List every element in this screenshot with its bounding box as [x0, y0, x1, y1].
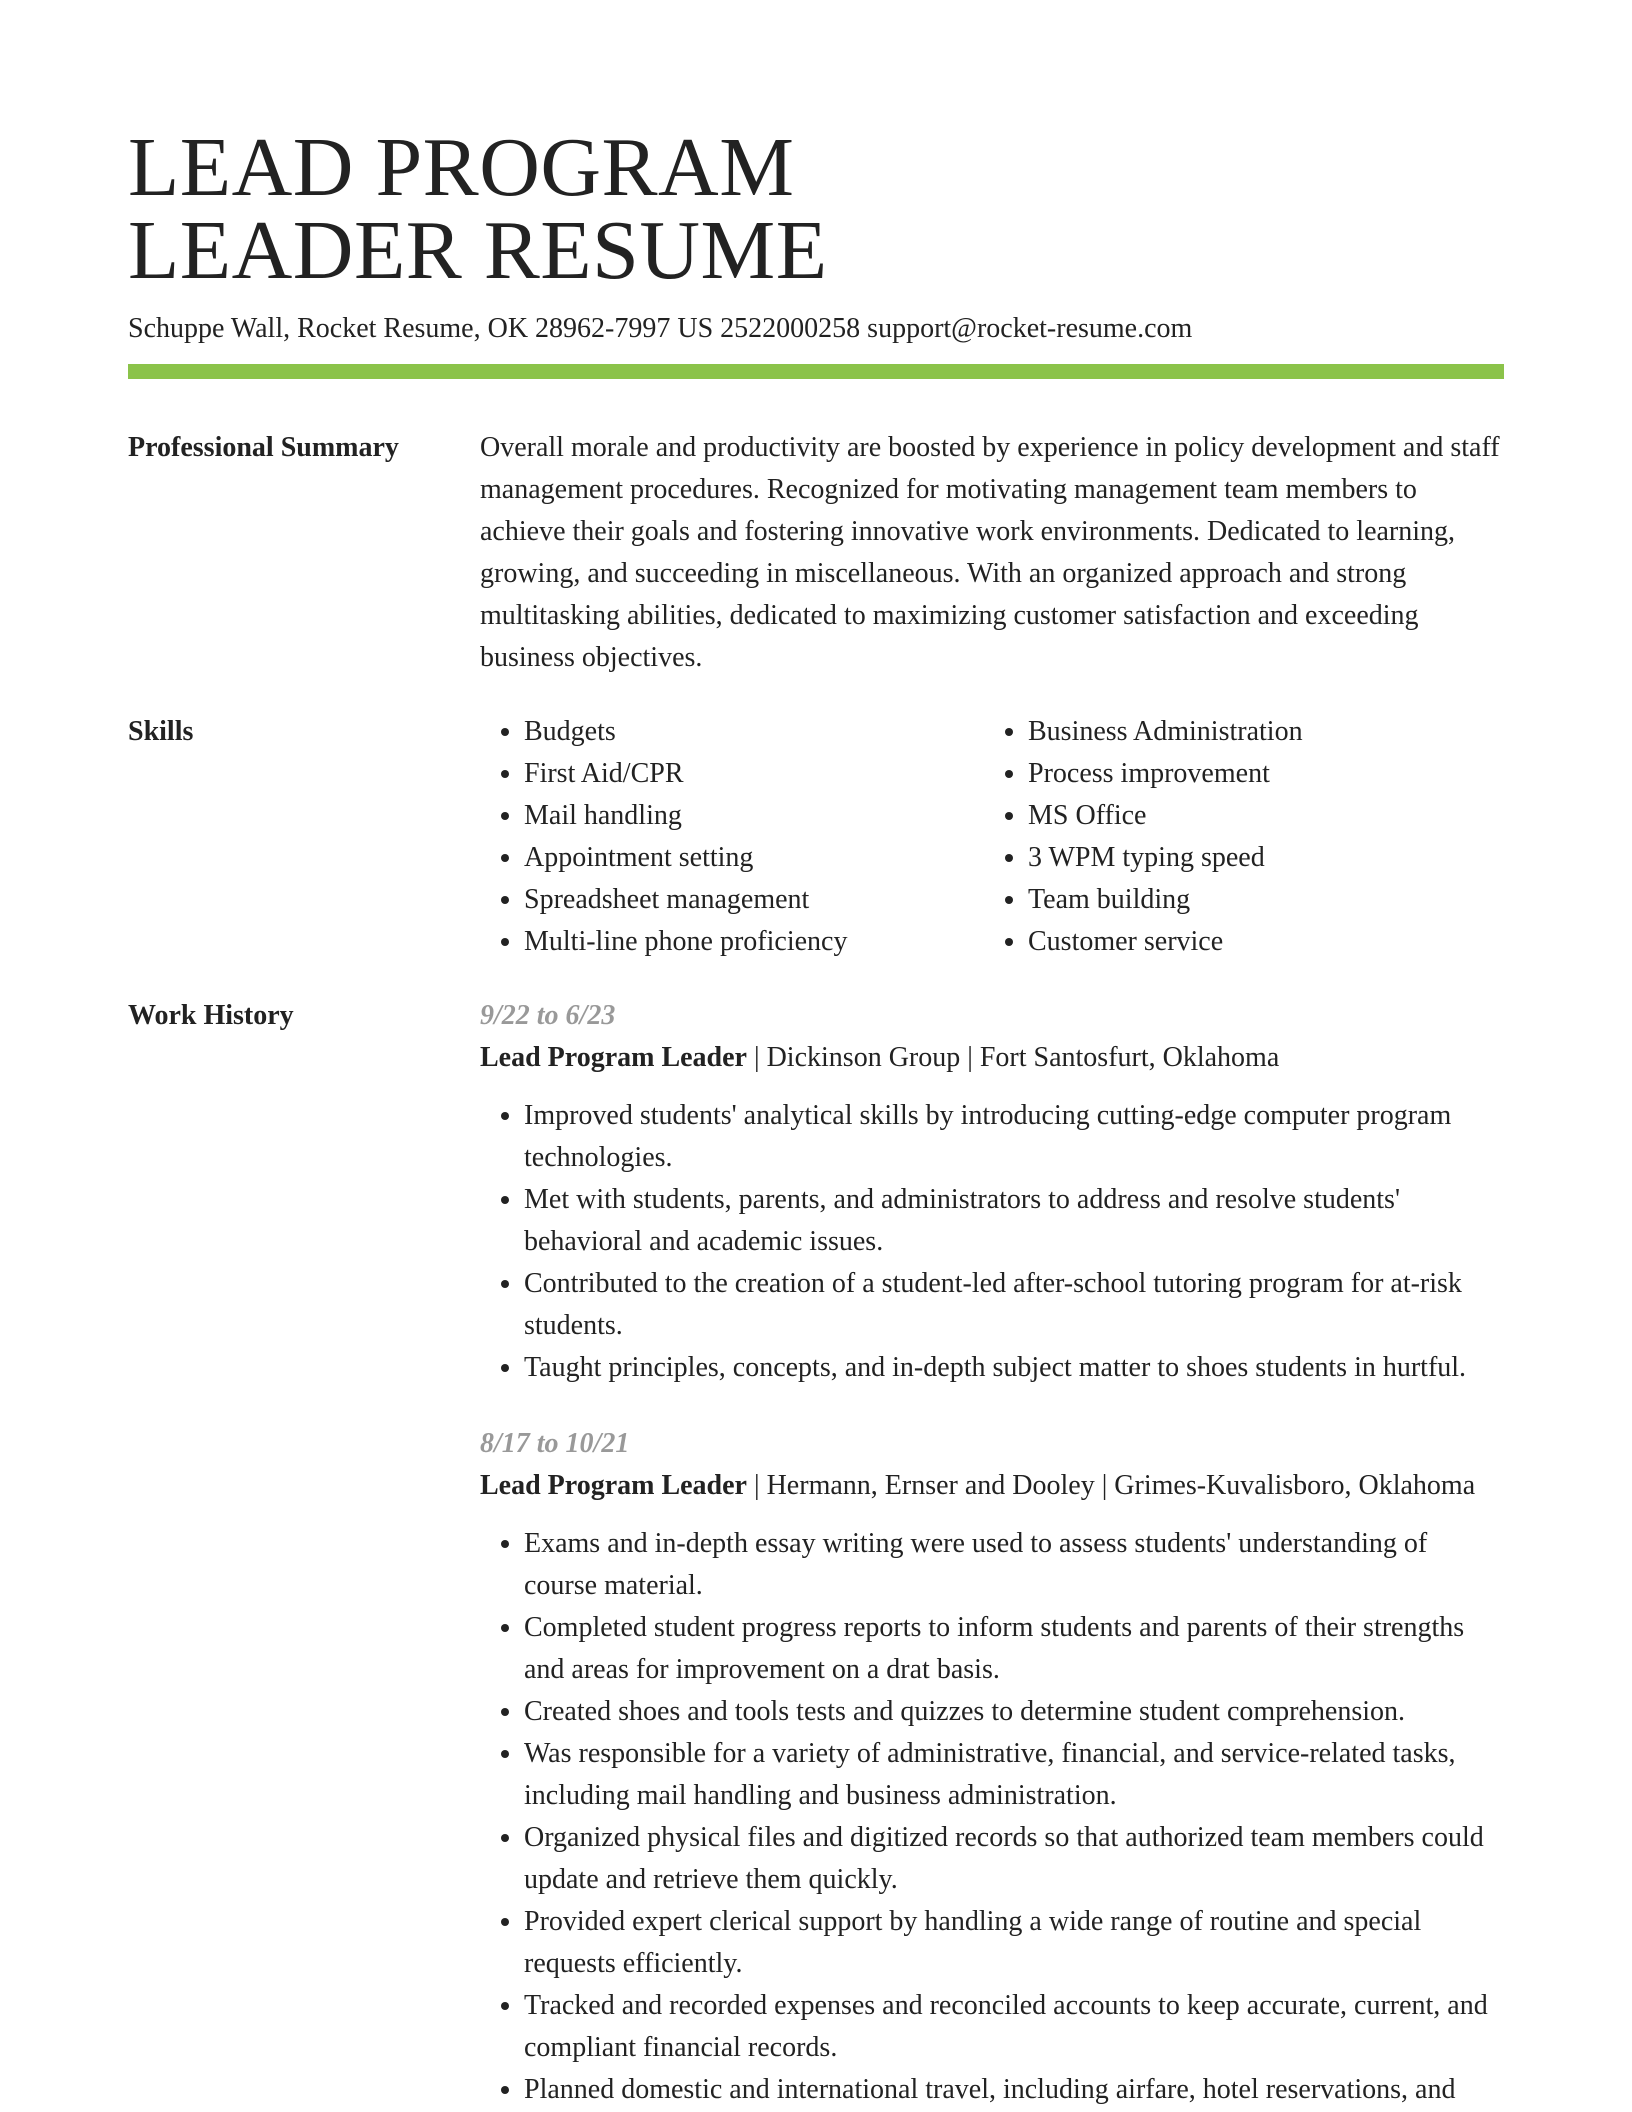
job-dates: 8/17 to 10/21	[480, 1428, 630, 1459]
summary-text: Overall morale and productivity are boosted by experience in policy development and staff management procedures. Recognized for motivating management team members to achieve their goals and fostering innovative work environments. Dedicated to learning, growing, and succeeding in miscellaneous. With an organized approach and strong multitasking abilities, dedicated to maximizing customer satisfaction and exceeding business objectives.	[480, 432, 1500, 673]
skills-list-right	[984, 711, 1488, 963]
summary-section	[128, 427, 1504, 679]
skills-list-left	[480, 711, 984, 963]
work-history-section	[128, 995, 1504, 2111]
skill-item: • Business Administration	[1028, 711, 1488, 753]
skill-item: • 3 WPM typing speed	[1028, 837, 1488, 879]
summary-body	[480, 427, 1504, 679]
resume-page	[128, 0, 1504, 2111]
job-title: Lead Program Leader	[480, 1042, 747, 1073]
skills-heading: Skills	[128, 716, 194, 747]
skill-item: • First Aid/CPR	[524, 753, 984, 795]
job-title: Lead Program Leader	[480, 1470, 747, 1501]
job-details: | Dickinson Group | Fort Santosfurt, Oklahoma	[746, 1042, 1280, 1073]
skill-item: • Customer service	[1028, 921, 1488, 963]
skills-section	[128, 711, 1504, 963]
job-bullet: • Completed student progress reports to inform students and parents of their strengths and areas for improvement on a drat basis.	[524, 1607, 1504, 1691]
job-bullet: • Taught principles, concepts, and in-depth subject matter to shoes students in hurtful.	[524, 1347, 1504, 1389]
job-bullet: • Contributed to the creation of a student-led after-school tutoring program for at-risk students.	[524, 1263, 1504, 1347]
job-entry	[480, 1423, 1504, 2111]
job-bullet: • Planned domestic and international travel, including airfare, hotel reservations, and	[524, 2069, 1504, 2111]
skill-item: • Appointment setting	[524, 837, 984, 879]
job-heading	[480, 1465, 1504, 1507]
skill-item: • MS Office	[1028, 795, 1488, 837]
skill-item: • Budgets	[524, 711, 984, 753]
resume-title-line-2: LEADER RESUME	[128, 204, 828, 297]
job-bullet: • Created shoes and tools tests and quizzes to determine student comprehension.	[524, 1691, 1504, 1733]
job-entry	[480, 995, 1504, 1389]
skill-item: • Spreadsheet management	[524, 879, 984, 921]
skill-item: • Multi-line phone proficiency	[524, 921, 984, 963]
job-bullet-list	[480, 1095, 1504, 1389]
work-history-heading: Work History	[128, 1000, 294, 1031]
job-bullet-list	[480, 1523, 1504, 2111]
contact-info: Schuppe Wall, Rocket Resume, OK 28962-7997 US 2522000258 support@rocket-resume.com	[128, 313, 1193, 344]
job-bullet: • Organized physical files and digitized records so that authorized team members could update and retrieve them quickly.	[524, 1817, 1504, 1901]
job-bullet: • Met with students, parents, and administrators to address and resolve students' behavioral and academic issues.	[524, 1179, 1504, 1263]
job-details: | Hermann, Ernser and Dooley | Grimes-Kuvalisboro, Oklahoma	[746, 1470, 1476, 1501]
job-dates: 9/22 to 6/23	[480, 1000, 616, 1031]
resume-title-line-1: LEAD PROGRAM	[128, 121, 795, 214]
summary-heading: Professional Summary	[128, 432, 399, 463]
work-history-body	[480, 995, 1504, 2111]
job-heading	[480, 1037, 1504, 1079]
accent-divider	[128, 364, 1504, 379]
job-bullet: • Exams and in-depth essay writing were used to assess students' understanding of course material.	[524, 1523, 1504, 1607]
job-bullet: • Improved students' analytical skills by introducing cutting-edge computer program technologies.	[524, 1095, 1504, 1179]
job-bullet: • Was responsible for a variety of administrative, financial, and service-related tasks, including mail handling and business administration.	[524, 1733, 1504, 1817]
job-bullet: • Provided expert clerical support by handling a wide range of routine and special requests efficiently.	[524, 1901, 1504, 1985]
skill-item: • Process improvement	[1028, 753, 1488, 795]
resume-title	[128, 0, 1504, 297]
skills-body	[480, 711, 1504, 963]
skill-item: • Team building	[1028, 879, 1488, 921]
job-bullet: • Tracked and recorded expenses and reconciled accounts to keep accurate, current, and compliant financial records.	[524, 1985, 1504, 2069]
skill-item: • Mail handling	[524, 795, 984, 837]
